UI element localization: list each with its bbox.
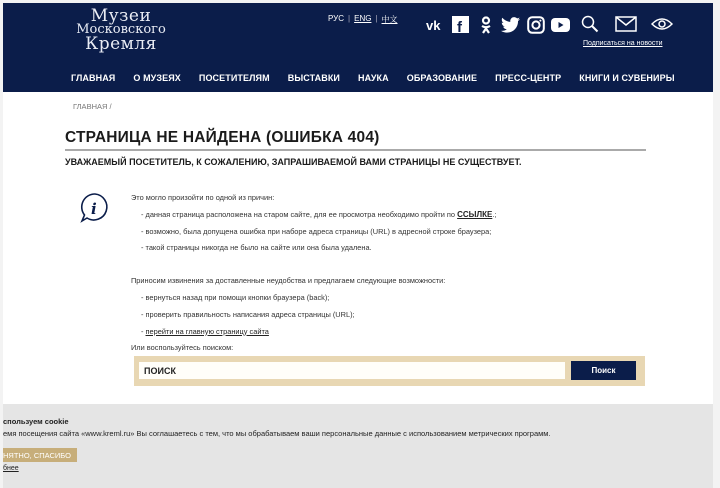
reason-old-site [131, 207, 496, 224]
cookie-banner [3, 404, 716, 488]
instagram-icon[interactable] [526, 15, 545, 34]
search-button[interactable]: Поиск [571, 361, 636, 380]
reason-old-site-text: - данная страница расположена на старом сайте, для ее просмотра необходимо пройти по [141, 209, 458, 219]
header-tools [579, 15, 673, 33]
nav-item-home[interactable]: ГЛАВНАЯ [71, 73, 116, 83]
lang-zh[interactable]: 中文 [381, 15, 398, 24]
svg-text:i: i [91, 200, 97, 218]
eye-icon[interactable] [651, 15, 673, 33]
lang-eng[interactable]: ENG [354, 14, 372, 23]
nav-item-science[interactable]: НАУКА [358, 73, 389, 83]
old-site-link[interactable]: ССЫЛКЕ [457, 209, 493, 219]
reason-url-typo: - возможно, была допущена ошибка при наборе адреса страницы (URL) в адресной строке браузера; [141, 226, 492, 236]
search-prompt: Или воспользуйтесь поиском: [131, 343, 234, 353]
vk-icon[interactable] [426, 15, 445, 34]
facebook-icon[interactable] [451, 15, 470, 34]
youtube-icon[interactable] [551, 15, 570, 34]
window-scroll-gutter [713, 0, 720, 488]
search-icon[interactable] [579, 15, 601, 33]
nav-item-about-museums[interactable]: О МУЗЕЯХ [133, 73, 181, 83]
lang-separator: | [348, 14, 351, 23]
social-links [426, 15, 570, 34]
nav-item-exhibitions[interactable]: ВЫСТАВКИ [287, 73, 340, 83]
subscribe-news-link[interactable]: Подписаться на новости [583, 40, 663, 47]
option-home-prefix: - [141, 326, 146, 336]
museum-logo[interactable] [71, 6, 171, 54]
svg-text:f: f [457, 19, 462, 33]
mail-icon[interactable] [615, 15, 637, 33]
reasons-intro: Это могло произойти по одной из причин: [131, 193, 275, 202]
cookie-accept-button[interactable]: НЯТНО, СПАСИБО [3, 448, 77, 462]
site-header [3, 3, 716, 92]
page-title: СТРАНИЦА НЕ НАЙДЕНА (ОШИБКА 404) [65, 129, 380, 146]
breadcrumb[interactable]: ГЛАВНАЯ / [73, 102, 112, 111]
cookie-more-link[interactable]: бнее [3, 465, 19, 472]
page-frame [3, 3, 716, 488]
logo-line-1: Музеи [90, 6, 152, 26]
title-divider [65, 149, 646, 151]
apology-text: Приносим извинения за доставленные неудобства и предлагаем следующие возможности: [131, 276, 446, 286]
language-switcher [328, 14, 398, 25]
cookie-title: спользуем cookie [3, 417, 69, 426]
home-page-link[interactable]: перейти на главную страницу сайта [145, 326, 269, 336]
option-back: - вернуться назад при помощи кнопки браузера (back); [141, 292, 330, 302]
option-home [131, 324, 496, 341]
cookie-body: емя посещения сайта «www.kreml.ru» Вы соглашаетесь с тем, что мы обрабатываем ваши персональные данные с использованием метрических программ. [3, 429, 551, 438]
search-panel [134, 356, 645, 386]
logo-line-2: Московского [76, 22, 166, 37]
lang-separator: | [375, 14, 378, 23]
nav-item-education[interactable]: ОБРАЗОВАНИЕ [406, 73, 478, 83]
search-input[interactable] [139, 362, 565, 379]
nav-item-visitors[interactable]: ПОСЕТИТЕЛЯМ [198, 73, 270, 83]
odnoklassniki-icon[interactable] [476, 15, 495, 34]
option-check-url: - проверить правильность написания адреса страницы (URL); [141, 309, 355, 319]
info-bubble-icon [79, 192, 111, 224]
main-nav [71, 73, 693, 83]
svg-text:vk: vk [426, 18, 441, 31]
error-explanation [131, 190, 496, 357]
reason-old-site-suffix: .; [492, 209, 497, 219]
logo-line-3: Кремля [85, 34, 157, 54]
page-subtitle: УВАЖАЕМЫЙ ПОСЕТИТЕЛЬ, К СОЖАЛЕНИЮ, ЗАПРАШИВАЕМОЙ ВАМИ СТРАНИЦЫ НЕ СУЩЕСТВУЕТ. [65, 157, 522, 167]
nav-item-books-souvenirs[interactable]: КНИГИ И СУВЕНИРЫ [579, 73, 675, 83]
reason-deleted: - такой страницы никогда не было на сайте или она была удалена. [141, 243, 372, 253]
lang-rus[interactable]: РУС [328, 14, 345, 23]
nav-item-press-center[interactable]: ПРЕСС-ЦЕНТР [495, 73, 562, 83]
twitter-icon[interactable] [501, 15, 520, 34]
